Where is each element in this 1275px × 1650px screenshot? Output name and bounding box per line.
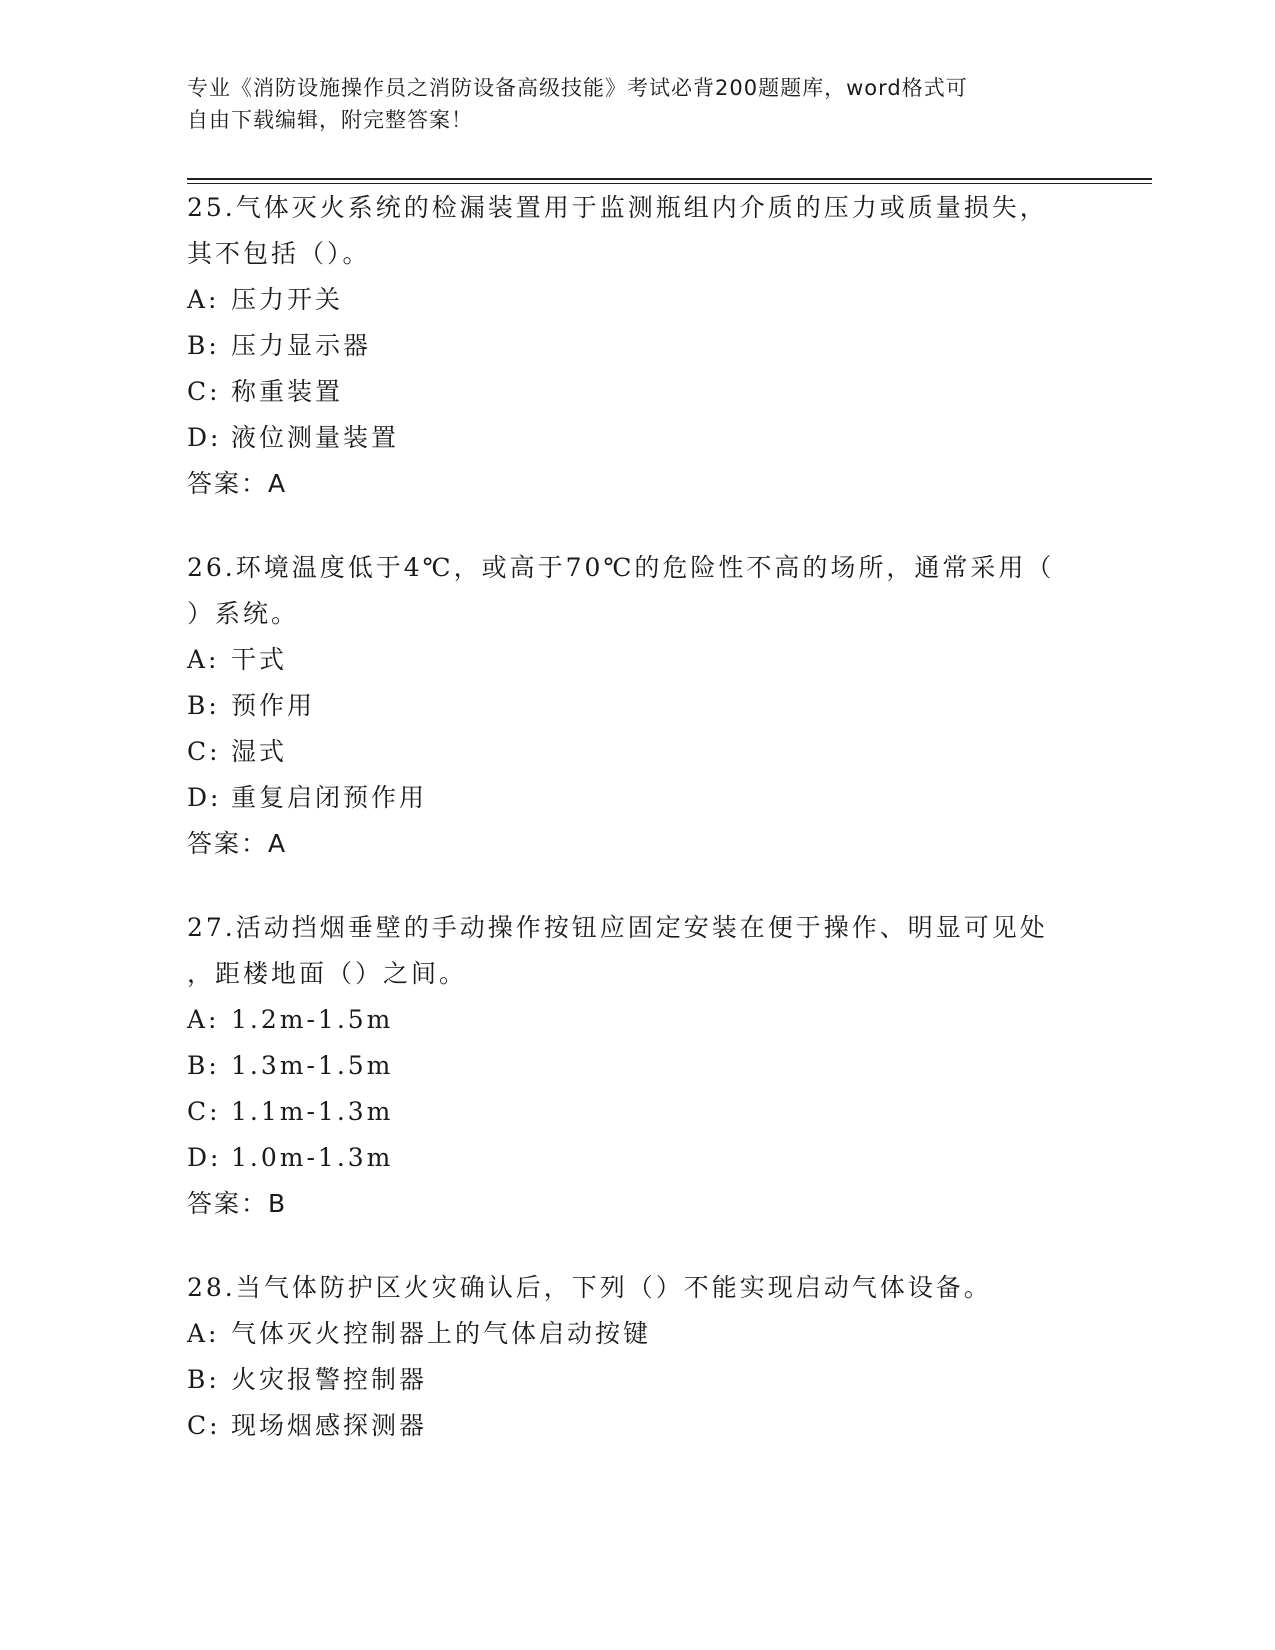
option-label: B: [187, 1051, 220, 1080]
option-label: C: [187, 377, 221, 406]
question-text: 25.气体灭火系统的检漏装置用于监测瓶组内介质的压力或质量损失， [187, 193, 1048, 222]
question-text: 27.活动挡烟垂壁的手动操作按钮应固定安装在便于操作、明显可见处 [187, 913, 1048, 942]
answer: 答案：B [187, 1189, 288, 1218]
option-text: 1.0m-1.3m [231, 1143, 394, 1172]
option-label: D: [187, 1143, 222, 1172]
option-d [187, 415, 1087, 461]
option-text: 干式 [231, 645, 288, 674]
option-text: 气体灭火控制器上的气体启动按键 [231, 1319, 652, 1348]
header-divider-thin [187, 183, 1152, 184]
question-27 [187, 905, 1087, 1227]
question-26 [187, 545, 1087, 867]
option-a [187, 1311, 1087, 1357]
question-text: 28.当气体防护区火灾确认后，下列（）不能实现启动气体设备。 [187, 1273, 992, 1302]
option-c [187, 729, 1087, 775]
option-text: 1.1m-1.3m [231, 1097, 394, 1126]
option-a [187, 997, 1087, 1043]
answer: 答案：A [187, 829, 288, 858]
option-text: 压力开关 [231, 285, 344, 314]
option-label: D: [187, 423, 222, 452]
option-text: 湿式 [231, 737, 288, 766]
option-text: 预作用 [231, 691, 316, 720]
option-b [187, 683, 1087, 729]
question-28 [187, 1265, 1087, 1449]
option-d [187, 775, 1087, 821]
option-d [187, 1135, 1087, 1181]
option-text: 火灾报警控制器 [231, 1365, 428, 1394]
question-text: ）系统。 [187, 599, 300, 628]
option-c [187, 1403, 1087, 1449]
option-label: A: [187, 285, 220, 314]
option-text: 重复启闭预作用 [231, 783, 428, 812]
option-label: C: [187, 1411, 221, 1440]
option-a [187, 637, 1087, 683]
option-text: 现场烟感探测器 [231, 1411, 428, 1440]
option-label: C: [187, 737, 221, 766]
option-a [187, 277, 1087, 323]
header-line: 专业《消防设施操作员之消防设备高级技能》考试必背200题题库，word格式可 [187, 76, 968, 100]
option-b [187, 323, 1087, 369]
option-label: A: [187, 1005, 220, 1034]
option-label: C: [187, 1097, 221, 1126]
option-b [187, 1357, 1087, 1403]
option-label: A: [187, 645, 220, 674]
option-text: 称重装置 [231, 377, 344, 406]
option-text: 1.2m-1.5m [231, 1005, 394, 1034]
answer: 答案：A [187, 469, 288, 498]
option-text: 1.3m-1.5m [231, 1051, 394, 1080]
option-text: 液位测量装置 [231, 423, 400, 452]
option-c [187, 1089, 1087, 1135]
option-label: B: [187, 1365, 220, 1394]
option-text: 压力显示器 [231, 331, 372, 360]
question-text: 26.环境温度低于4℃，或高于70℃的危险性不高的场所，通常采用（ [187, 553, 1055, 582]
document-header [187, 72, 1067, 136]
option-label: B: [187, 331, 220, 360]
option-c [187, 369, 1087, 415]
option-label: B: [187, 691, 220, 720]
header-line: 自由下载编辑，附完整答案！ [187, 108, 473, 132]
question-text: ，距楼地面（）之间。 [187, 959, 468, 988]
option-label: D: [187, 783, 222, 812]
option-label: A: [187, 1319, 220, 1348]
question-25 [187, 185, 1087, 507]
header-divider [187, 178, 1152, 180]
question-text: 其不包括（）。 [187, 239, 371, 268]
option-b [187, 1043, 1087, 1089]
